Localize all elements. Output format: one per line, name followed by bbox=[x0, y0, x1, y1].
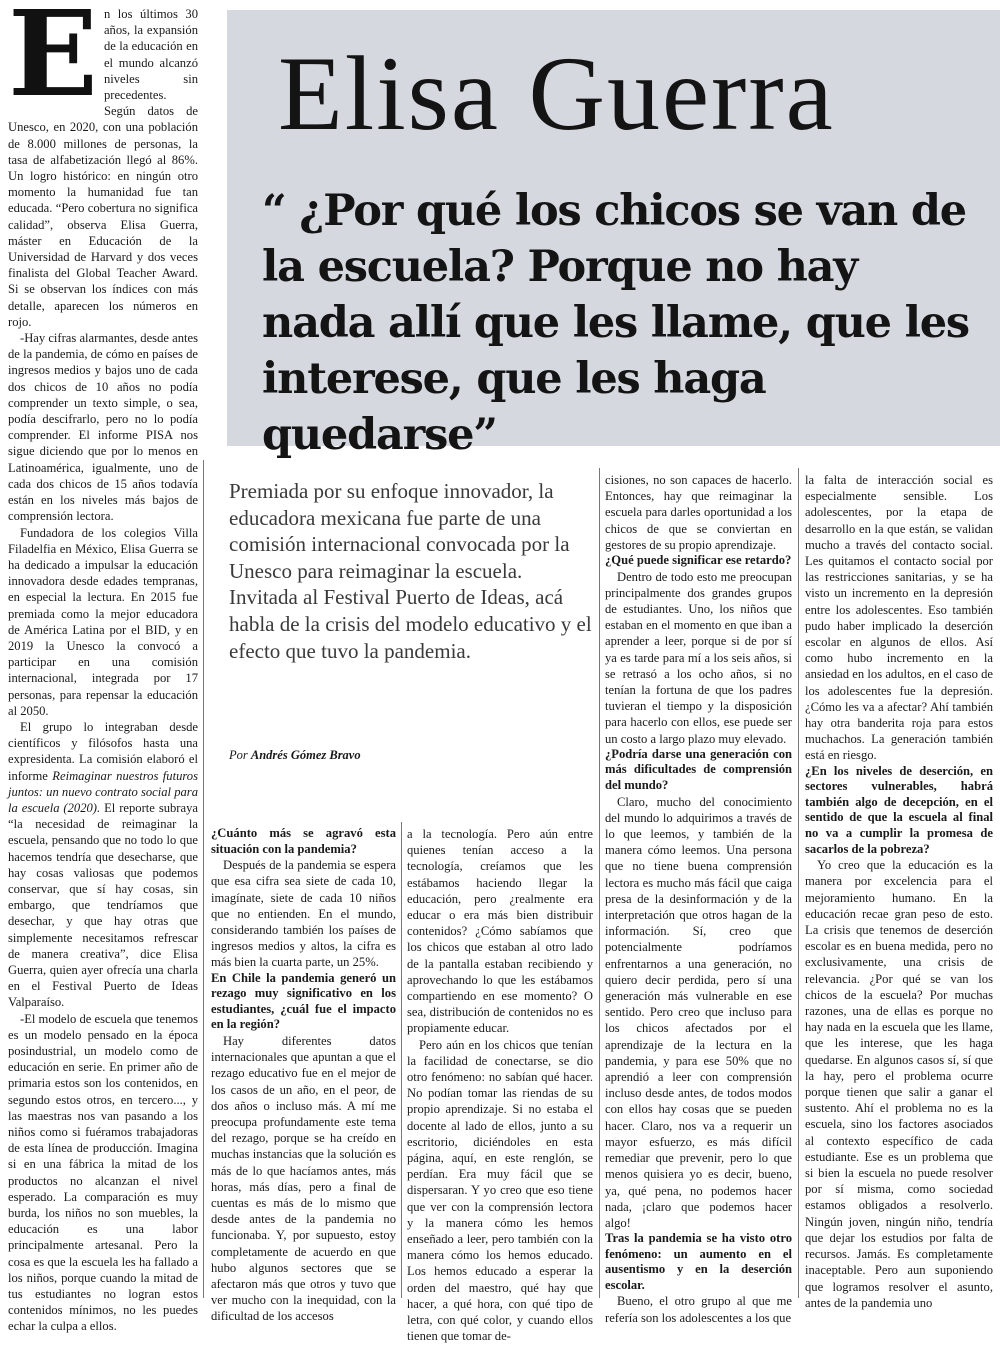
paragraph: -Hay cifras alarmantes, desde antes de la pandemia, de cómo en países de ingresos medios y bajos uno de cada dos chicos de 10 años no podía comprender un texto simple, o sea, podía descifrarlo, pero no lo podía comprender. El informe PISA nos sigue diciendo que por lo menos en Latinoamérica, igualmente, uno de cada dos chicos de 15 años todavía están en los niveles más bajos de comprensión lectora. bbox=[8, 331, 198, 524]
paragraph: n los últimos 30 años, la expansión de la educación en el mundo alcanzó niveles sin precedentes. Según datos de Unesco, en 2020, con una población de 8.000 millones de personas, la tasa de alfabetización llegó al 86%. Un logro histórico: en ningún otro momento la humanidad fue tan educada. “Pero cobertura no significa calidad”, observa Elisa Guerra, máster en Educación de la Universidad de Harvard y dos veces finalista del Global Teacher Award. Si se observan los índices con más detalle, aparecen los números en rojo. bbox=[8, 7, 198, 329]
column-rule bbox=[401, 822, 402, 1298]
paragraph: Claro, mucho del conocimiento del mundo lo adquirimos a través de lo que leemos, y también de la manera cómo leemos. Una persona que no tiene buena comprensión lectora es mucho más fácil que caiga presa de la desinformación y de la interpretación que otros hagan de la información. Sí, creo que potencialmente podríamos enfrentarnos a una generación, no quiero decir perdida, pero sí una generación más vulnerable en ese sentido. Pero creo que incluso para los chicos afectados por el aprendizaje de la lectura en la pandemia, y para ese 50% que no aprendió a leer con comprensión incluso desde antes, de todos modos con ellos hay cosas que se pueden hacer. Claro, nos va a requerir un mayor esfuerzo, es más difícil remediar que prevenir, pero lo que menos quisiera yo es decir, bueno, ya, qué pena, no podemos hacer nada, ¡claro que podemos hacer algo! bbox=[605, 794, 792, 1230]
article-column-4 bbox=[605, 472, 792, 1325]
drop-cap: E bbox=[8, 0, 98, 123]
interview-question: ¿Qué puede significar ese retardo? bbox=[605, 553, 792, 568]
byline bbox=[229, 748, 361, 763]
article-column-1 bbox=[8, 0, 199, 1334]
article-column-2 bbox=[211, 826, 396, 1324]
page-title: Elisa Guerra bbox=[278, 35, 835, 152]
interview-question: ¿Podría darse una generación con más dificultades de comprensión del mundo? bbox=[605, 746, 792, 793]
intro-deck: Premiada por su enfoque innovador, la educadora mexicana fue parte de una comisión internacional convocada por la Unesco para reimaginar la escuela. Invitada al Festival Puerto de Ideas, acá habla de la crisis del modelo educativo y el efecto que tuvo la pandemia. bbox=[229, 479, 592, 663]
paragraph: Pero aún en los chicos que tenían la facilidad de conectarse, se dio otro fenómeno: no sabían qué hacer. No podían tomar las riendas de su propio aprendizaje. Si no estaba el docente al lado de ellos, junto a su escritorio, diciéndoles en esta página, aquí, en este renglón, se perdían. Era muy fácil que se dispersaran. Y yo creo que eso tiene que ver con la comprensión lectora y la manera cómo les hemos enseñado a leer, pero también con la manera cómo los hemos educado. Los hemos educado a esperar la orden del maestro, qué hay que hacer, a qué hora, con qué tipo de letra, con qué color, y cuando ellos tienen que tomar de- bbox=[407, 1037, 593, 1344]
paragraph: Después de la pandemia se espera que esa cifra sea siete de cada 10, imagínate, siete de cada 10 niños que no entienden. En el mundo, considerando también los países de ingresos medios y altos, la cifra es más bien la cuarta parte, un 25%. bbox=[211, 858, 396, 970]
paragraph: la falta de interacción social es especialmente sensible. Los adolescentes, por la etapa de desarrollo en la que están, se validan mucho a través del contacto social. Les quitamos el contacto social por las restricciones sanitarias, y se ha visto un incremento en la depresión entre los adolescentes. Eso también pudo haber implicado la deserción escolar en algunos de ellos. Así como hubo incremento en la ansiedad en los adultos, en el caso de los adolescentes fue la depresión. ¿Cómo les va a afectar? Ahí también hay otra banderita roja para estos muchachos. La generación también está en riesgo. bbox=[805, 473, 993, 763]
article-column-3 bbox=[407, 826, 593, 1344]
byline-prefix: Por bbox=[229, 748, 251, 762]
paragraph: Hay diferentes datos internacionales que apuntan a que el rezago educativo fue en el mejor de los casos de un año, en el peor, de dos años o incluso más. A mí me preocupa profundamente este tema del rezago, porque se ha creído en muchas instancias que la solución es más de lo que hacíamos antes, más horas, más días, pero a final de cuentas es más de lo mismo que desde antes de la pandemia no funcionaba. Y, por supuesto, estoy completamente de acuerdo en que hubo algunos sectores que se afectaron más que otros y tuvo que ver mucho con la inequidad, con la dificultad de los accesos bbox=[211, 1033, 396, 1324]
column-rule bbox=[203, 460, 204, 1298]
interview-question: Tras la pandemia se ha visto otro fenómeno: un aumento en el ausentismo y en la deserción escolar. bbox=[605, 1231, 792, 1292]
article-column-5 bbox=[805, 472, 993, 1310]
paragraph: Fundadora de los colegios Villa Filadelfia en México, Elisa Guerra se ha dedicado a impulsar la educación innovadora desde edades tempranas, en especial la lectura. En 2015 fue premiada como la mejor educadora de América Latina por el BID, y en 2019 la Unesco la convocó a participar en una comisión internacional, integrada por 17 personas, para repensar la educación al 2050. bbox=[8, 525, 198, 718]
interview-question: ¿Cuánto más se agravó esta situación con la pandemia? bbox=[211, 826, 396, 856]
report-title: Reimaginar nuestros futuros juntos: un nuevo contrato social para la escuela (2020). bbox=[8, 768, 199, 815]
paragraph: a la tecnología. Pero aún entre quienes tenían acceso a la tecnología, creíamos que les estábamos haciendo llegar la educación, pero ¿realmente era educar o era más bien distribuir contenidos? ¿Cómo sabíamos que los chicos que estaban al otro lado de la pantalla estaban recibiendo y aprovechando lo que les estábamos compartiendo en ese momento? O sea, distribución de contenidos no es propiamente educar. bbox=[407, 827, 593, 1036]
pull-quote: “ ¿Por qué los chicos se van de la escuela? Porque no hay nada allí que les llame, que les interese, que les haga quedarse” bbox=[262, 186, 969, 460]
paragraph: Dentro de todo esto me preocupan principalmente dos grandes grupos de estudiantes. Uno, los niños que estaban en el momento en que iban a aprender a leer, porque si de por sí ya es tarde para mí a los seis años, si se retrasó a los ocho años, si no tenían la fortuna de que los padres tuvieran el tiempo y la disposición para hacerlo con ellos, ese puede ser un costo a largo plazo muy elevado. bbox=[605, 569, 792, 746]
column-rule bbox=[599, 468, 600, 1298]
interview-question: ¿En los niveles de deserción, en sectores vulnerables, habrá también algo de decepción, en el sentido de que la escuela al final no va a cumplir la promesa de sacarlos de la pobreza? bbox=[805, 763, 993, 856]
interview-question: En Chile la pandemia generó un rezago muy significativo en los estudiantes, ¿cuál fue el impacto en la región? bbox=[211, 970, 396, 1032]
paragraph bbox=[8, 719, 198, 1011]
byline-author: Andrés Gómez Bravo bbox=[250, 748, 361, 762]
paragraph: -El modelo de escuela que tenemos es un modelo pensado en la época posindustrial, un modelo como de educación en serie. En primer año de primaria estos son los contenidos, en segundo estos otros, en tercero..., y las maestras nos van pasando a los niños como si fuéramos trabajadoras de esta línea de producción. Imagina si en una fábrica la mitad de los productos no alcanzan el nivel esperado. La comparación es muy burda, los niños no son muebles, la educación es una labor principalmente artesanal. Pero la cosa es que la escuela les ha fallado a los niños, porque cuando la mitad de tus estudiantes no logran estos contenidos mínimos, no les puedes echar la culpa a ellos. bbox=[8, 1011, 198, 1334]
column-rule bbox=[798, 468, 799, 1298]
paragraph: Bueno, el otro grupo al que me refería son los adolescentes a los que bbox=[605, 1294, 792, 1325]
paragraph-text: El grupo lo integraban desde científicos y filósofos hasta una expresidenta. La comisión elaboró el informe bbox=[8, 719, 198, 783]
paragraph: cisiones, no son capaces de hacerlo. Entonces, hay que reimaginar la escuela para darles oportunidad a los chicos de que se conviertan en gestores de su propio aprendizaje. bbox=[605, 473, 792, 552]
paragraph: Yo creo que la educación es la manera por excelencia para el mejoramiento humano. En la educación recae gran peso de esto. La crisis que tenemos de deserción escolar es en buena medida, pero no exclusivamente, una crisis de relevancia. ¿Por qué se van los chicos de la escuela? Por muchas razones, una de ellas es porque no hay nada en la escuela que les llame, que les interese, que les haga quedarse. En algunos casos sí, sí que la hay, pero el problema ocurre porque tienen que salir a ganar el sustento. Ahí el problema no es la escuela, sino los factores asociados al contexto específico de cada estudiante. Ese es un problema que si bien la escuela no puede resolver por sí misma, como sociedad estamos obligados a resolverlo. Ningún joven, ningún niño, tendría que dejar los estudios por falta de recursos. Jamás. Es completamente inaceptable. Pero aun suponiendo que logramos resolver el asunto, antes de la pandemia uno bbox=[805, 858, 993, 1310]
paragraph-text: El reporte subraya “la necesidad de reimaginar la escuela, pensando que no todo lo que hacemos tendría que desecharse, que hay cosas valiosas que podemos conservar, que sí hay cosas, sin embargo, que tendríamos que desechar, y que hay otras que simplemente necesitamos refrescar de manera creativa”, dice Elisa Guerra, quien ayer ofrecía una charla en el Festival Puerto de Ideas Valparaíso. bbox=[8, 800, 198, 1010]
